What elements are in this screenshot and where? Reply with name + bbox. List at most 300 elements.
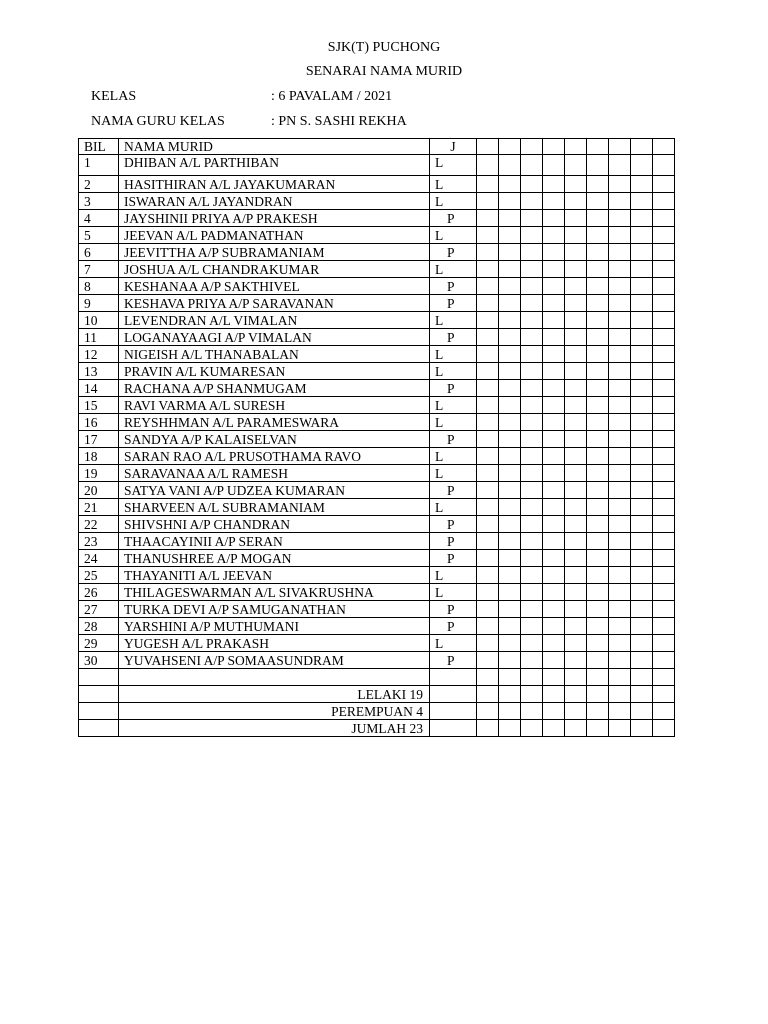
table-row — [79, 261, 675, 278]
empty-cell — [499, 482, 521, 499]
gender-cell: L — [430, 635, 477, 652]
empty-cell — [477, 465, 499, 482]
student-name: HASITHIRAN A/L JAYAKUMARAN — [119, 176, 430, 193]
row-number: 15 — [79, 397, 119, 414]
table-row — [79, 312, 675, 329]
empty-cell — [631, 482, 653, 499]
empty-cell — [653, 431, 675, 448]
empty-cell — [565, 261, 587, 278]
gender-cell: L — [430, 261, 477, 278]
empty-cell — [587, 414, 609, 431]
empty-cell — [499, 669, 521, 686]
empty-cell — [521, 465, 543, 482]
summary-total-count: JUMLAH 23 — [119, 720, 430, 737]
empty-cell — [565, 176, 587, 193]
gender-cell: P — [430, 482, 477, 499]
class-value: : 6 PAVALAM / 2021 — [271, 89, 393, 104]
summary-female-count: PEREMPUAN 4 — [119, 703, 430, 720]
empty-cell — [631, 686, 653, 703]
empty-cell — [653, 155, 675, 176]
empty-cell — [609, 176, 631, 193]
empty-cell — [653, 227, 675, 244]
empty-cell — [653, 397, 675, 414]
gender-cell: L — [430, 414, 477, 431]
empty-cell — [543, 312, 565, 329]
empty-cell — [565, 686, 587, 703]
empty-cell — [631, 278, 653, 295]
empty-cell — [521, 431, 543, 448]
empty-cell — [587, 155, 609, 176]
empty-cell — [79, 720, 119, 737]
empty-cell — [543, 703, 565, 720]
gender-cell: L — [430, 176, 477, 193]
empty-cell — [543, 261, 565, 278]
empty-cell — [543, 363, 565, 380]
student-name: JOSHUA A/L CHANDRAKUMAR — [119, 261, 430, 278]
table-row — [79, 244, 675, 261]
empty-cell — [477, 635, 499, 652]
empty-cell — [653, 210, 675, 227]
empty-cell — [609, 652, 631, 669]
row-number: 30 — [79, 652, 119, 669]
empty-cell — [587, 397, 609, 414]
table-row — [79, 155, 675, 176]
empty-cell — [631, 312, 653, 329]
empty-cell — [587, 227, 609, 244]
empty-cell — [587, 346, 609, 363]
row-number: 14 — [79, 380, 119, 397]
empty-cell — [631, 601, 653, 618]
empty-cell — [499, 499, 521, 516]
student-name: THANUSHREE A/P MOGAN — [119, 550, 430, 567]
class-label: KELAS — [91, 89, 137, 104]
empty-cell — [609, 669, 631, 686]
empty-cell — [609, 431, 631, 448]
empty-cell — [587, 431, 609, 448]
row-number: 3 — [79, 193, 119, 210]
empty-cell — [521, 278, 543, 295]
student-name: YUVAHSENI A/P SOMAASUNDRAM — [119, 652, 430, 669]
table-row — [79, 193, 675, 210]
empty-cell — [477, 414, 499, 431]
empty-cell — [543, 669, 565, 686]
empty-cell — [543, 414, 565, 431]
empty-cell — [587, 244, 609, 261]
empty-cell — [653, 686, 675, 703]
empty-cell — [653, 550, 675, 567]
gender-cell: L — [430, 227, 477, 244]
empty-cell — [631, 329, 653, 346]
student-name: YUGESH A/L PRAKASH — [119, 635, 430, 652]
student-name: SARAVANAA A/L RAMESH — [119, 465, 430, 482]
empty-cell — [631, 499, 653, 516]
column-header-name: NAMA MURID — [119, 139, 430, 155]
empty-cell — [543, 155, 565, 176]
empty-cell — [609, 397, 631, 414]
empty-cell — [609, 244, 631, 261]
row-number: 25 — [79, 567, 119, 584]
empty-cell — [543, 295, 565, 312]
gender-cell: P — [430, 516, 477, 533]
empty-cell — [587, 618, 609, 635]
empty-cell — [499, 346, 521, 363]
empty-cell — [499, 652, 521, 669]
empty-cell — [477, 584, 499, 601]
gender-cell: L — [430, 465, 477, 482]
student-name: REYSHHMAN A/L PARAMESWARA — [119, 414, 430, 431]
empty-cell — [477, 431, 499, 448]
empty-cell — [631, 155, 653, 176]
empty-cell — [565, 210, 587, 227]
empty-cell — [543, 329, 565, 346]
empty-cell — [499, 448, 521, 465]
empty-cell — [477, 227, 499, 244]
empty-cell — [521, 346, 543, 363]
empty-cell — [565, 139, 587, 155]
empty-cell — [79, 703, 119, 720]
empty-cell — [565, 533, 587, 550]
student-name: JAYSHINII PRIYA A/P PRAKESH — [119, 210, 430, 227]
empty-cell — [609, 155, 631, 176]
student-name: THAYANITI A/L JEEVAN — [119, 567, 430, 584]
empty-cell — [609, 567, 631, 584]
empty-cell — [499, 533, 521, 550]
gender-cell: P — [430, 601, 477, 618]
empty-cell — [543, 397, 565, 414]
empty-cell — [543, 567, 565, 584]
empty-cell — [521, 193, 543, 210]
empty-cell — [521, 244, 543, 261]
empty-cell — [499, 329, 521, 346]
student-name: SANDYA A/P KALAISELVAN — [119, 431, 430, 448]
empty-cell — [543, 635, 565, 652]
empty-cell — [565, 431, 587, 448]
empty-cell — [565, 635, 587, 652]
summary-row — [79, 686, 675, 703]
empty-cell — [79, 686, 119, 703]
gender-cell: P — [430, 278, 477, 295]
empty-cell — [653, 567, 675, 584]
empty-cell — [521, 312, 543, 329]
empty-cell — [499, 720, 521, 737]
empty-cell — [653, 295, 675, 312]
empty-cell — [499, 139, 521, 155]
empty-cell — [430, 720, 477, 737]
empty-cell — [609, 550, 631, 567]
empty-cell — [543, 533, 565, 550]
empty-cell — [521, 584, 543, 601]
empty-cell — [609, 703, 631, 720]
empty-cell — [477, 533, 499, 550]
empty-cell — [609, 516, 631, 533]
gender-cell: P — [430, 533, 477, 550]
empty-cell — [430, 703, 477, 720]
empty-cell — [631, 210, 653, 227]
empty-cell — [587, 533, 609, 550]
empty-cell — [477, 139, 499, 155]
table-row — [79, 210, 675, 227]
student-name: LEVENDRAN A/L VIMALAN — [119, 312, 430, 329]
student-name: THILAGESWARMAN A/L SIVAKRUSHNA — [119, 584, 430, 601]
row-number: 19 — [79, 465, 119, 482]
empty-cell — [609, 448, 631, 465]
row-number: 26 — [79, 584, 119, 601]
student-roster-table — [78, 138, 675, 737]
empty-cell — [587, 584, 609, 601]
empty-cell — [477, 346, 499, 363]
empty-cell — [477, 176, 499, 193]
empty-cell — [631, 227, 653, 244]
empty-cell — [653, 669, 675, 686]
empty-cell — [587, 295, 609, 312]
empty-cell — [499, 550, 521, 567]
empty-cell — [477, 686, 499, 703]
empty-cell — [587, 210, 609, 227]
empty-cell — [477, 516, 499, 533]
gender-cell: L — [430, 567, 477, 584]
empty-cell — [477, 703, 499, 720]
gender-cell: L — [430, 312, 477, 329]
empty-cell — [430, 669, 477, 686]
empty-cell — [653, 584, 675, 601]
empty-cell — [653, 635, 675, 652]
empty-cell — [477, 448, 499, 465]
empty-cell — [499, 261, 521, 278]
roster-body — [79, 139, 675, 737]
empty-cell — [521, 499, 543, 516]
table-row — [79, 278, 675, 295]
empty-cell — [499, 155, 521, 176]
empty-cell — [521, 155, 543, 176]
student-name: SHARVEEN A/L SUBRAMANIAM — [119, 499, 430, 516]
row-number: 4 — [79, 210, 119, 227]
gender-cell: L — [430, 155, 477, 176]
student-name: JEEVAN A/L PADMANATHAN — [119, 227, 430, 244]
empty-cell — [653, 448, 675, 465]
gender-cell: P — [430, 210, 477, 227]
empty-cell — [543, 210, 565, 227]
empty-cell — [609, 346, 631, 363]
empty-cell — [499, 703, 521, 720]
empty-cell — [499, 244, 521, 261]
row-number: 17 — [79, 431, 119, 448]
empty-cell — [477, 329, 499, 346]
empty-cell — [521, 482, 543, 499]
empty-cell — [521, 652, 543, 669]
row-number: 29 — [79, 635, 119, 652]
empty-cell — [609, 295, 631, 312]
empty-cell — [477, 618, 499, 635]
student-name: RAVI VARMA A/L SURESH — [119, 397, 430, 414]
empty-cell — [477, 210, 499, 227]
empty-cell — [521, 448, 543, 465]
empty-cell — [543, 227, 565, 244]
empty-cell — [521, 669, 543, 686]
empty-cell — [521, 397, 543, 414]
row-number: 20 — [79, 482, 119, 499]
empty-cell — [430, 686, 477, 703]
empty-cell — [653, 414, 675, 431]
empty-cell — [565, 397, 587, 414]
student-name: RACHANA A/P SHANMUGAM — [119, 380, 430, 397]
empty-cell — [609, 584, 631, 601]
row-number: 13 — [79, 363, 119, 380]
empty-cell — [565, 244, 587, 261]
empty-cell — [543, 380, 565, 397]
empty-cell — [631, 618, 653, 635]
empty-cell — [543, 601, 565, 618]
empty-cell — [521, 720, 543, 737]
student-name: SARAN RAO A/L PRUSOTHAMA RAVO — [119, 448, 430, 465]
table-row — [79, 431, 675, 448]
empty-cell — [565, 329, 587, 346]
gender-cell: L — [430, 363, 477, 380]
student-name: THAACAYINII A/P SERAN — [119, 533, 430, 550]
empty-cell — [653, 380, 675, 397]
empty-cell — [609, 380, 631, 397]
empty-cell — [521, 363, 543, 380]
empty-cell — [587, 703, 609, 720]
empty-cell — [631, 193, 653, 210]
empty-cell — [543, 482, 565, 499]
empty-cell — [653, 244, 675, 261]
empty-cell — [543, 720, 565, 737]
row-number: 21 — [79, 499, 119, 516]
empty-cell — [609, 329, 631, 346]
empty-cell — [609, 499, 631, 516]
empty-cell — [499, 295, 521, 312]
empty-cell — [521, 414, 543, 431]
empty-cell — [499, 567, 521, 584]
empty-cell — [653, 465, 675, 482]
empty-cell — [653, 329, 675, 346]
empty-cell — [521, 176, 543, 193]
empty-cell — [653, 139, 675, 155]
empty-cell — [587, 652, 609, 669]
empty-cell — [609, 482, 631, 499]
empty-cell — [543, 618, 565, 635]
empty-cell — [631, 635, 653, 652]
empty-cell — [587, 261, 609, 278]
empty-cell — [653, 312, 675, 329]
empty-cell — [477, 550, 499, 567]
empty-cell — [499, 363, 521, 380]
empty-cell — [565, 618, 587, 635]
empty-cell — [565, 499, 587, 516]
empty-cell — [653, 499, 675, 516]
empty-cell — [499, 635, 521, 652]
empty-cell — [631, 550, 653, 567]
empty-cell — [521, 550, 543, 567]
empty-cell — [631, 244, 653, 261]
empty-cell — [587, 499, 609, 516]
row-number: 5 — [79, 227, 119, 244]
empty-cell — [543, 686, 565, 703]
summary-row — [79, 703, 675, 720]
row-number: 22 — [79, 516, 119, 533]
empty-cell — [609, 139, 631, 155]
empty-cell — [653, 482, 675, 499]
student-name: SHIVSHNI A/P CHANDRAN — [119, 516, 430, 533]
table-row — [79, 414, 675, 431]
empty-cell — [609, 227, 631, 244]
empty-cell — [565, 720, 587, 737]
table-row — [79, 635, 675, 652]
gender-cell: P — [430, 380, 477, 397]
table-row — [79, 618, 675, 635]
gender-cell: P — [430, 550, 477, 567]
empty-cell — [631, 533, 653, 550]
empty-cell — [631, 295, 653, 312]
empty-cell — [653, 652, 675, 669]
empty-cell — [587, 686, 609, 703]
empty-cell — [653, 516, 675, 533]
empty-cell — [587, 720, 609, 737]
empty-cell — [79, 669, 119, 686]
student-name: DHIBAN A/L PARTHIBAN — [119, 155, 430, 176]
empty-cell — [565, 516, 587, 533]
empty-cell — [543, 244, 565, 261]
empty-cell — [609, 635, 631, 652]
empty-cell — [521, 533, 543, 550]
table-row — [79, 567, 675, 584]
empty-cell — [565, 652, 587, 669]
empty-cell — [631, 414, 653, 431]
empty-cell — [477, 601, 499, 618]
blank-row — [79, 669, 675, 686]
empty-cell — [653, 363, 675, 380]
gender-cell: L — [430, 193, 477, 210]
empty-cell — [499, 618, 521, 635]
empty-cell — [565, 584, 587, 601]
empty-cell — [499, 686, 521, 703]
empty-cell — [587, 448, 609, 465]
student-name: NIGEISH A/L THANABALAN — [119, 346, 430, 363]
empty-cell — [653, 346, 675, 363]
empty-cell — [587, 516, 609, 533]
empty-cell — [477, 482, 499, 499]
gender-cell: L — [430, 397, 477, 414]
table-row — [79, 601, 675, 618]
empty-cell — [477, 155, 499, 176]
empty-cell — [609, 618, 631, 635]
empty-cell — [587, 465, 609, 482]
empty-cell — [477, 720, 499, 737]
empty-cell — [477, 669, 499, 686]
empty-cell — [499, 431, 521, 448]
empty-cell — [587, 193, 609, 210]
empty-cell — [499, 414, 521, 431]
gender-cell: L — [430, 584, 477, 601]
empty-cell — [653, 278, 675, 295]
empty-cell — [587, 669, 609, 686]
table-row — [79, 380, 675, 397]
empty-cell — [631, 139, 653, 155]
empty-cell — [499, 584, 521, 601]
table-row — [79, 482, 675, 499]
empty-cell — [587, 482, 609, 499]
empty-cell — [119, 669, 430, 686]
gender-cell: L — [430, 499, 477, 516]
empty-cell — [499, 227, 521, 244]
empty-cell — [587, 139, 609, 155]
table-row — [79, 176, 675, 193]
empty-cell — [565, 155, 587, 176]
row-number: 9 — [79, 295, 119, 312]
empty-cell — [499, 193, 521, 210]
empty-cell — [477, 363, 499, 380]
empty-cell — [631, 465, 653, 482]
